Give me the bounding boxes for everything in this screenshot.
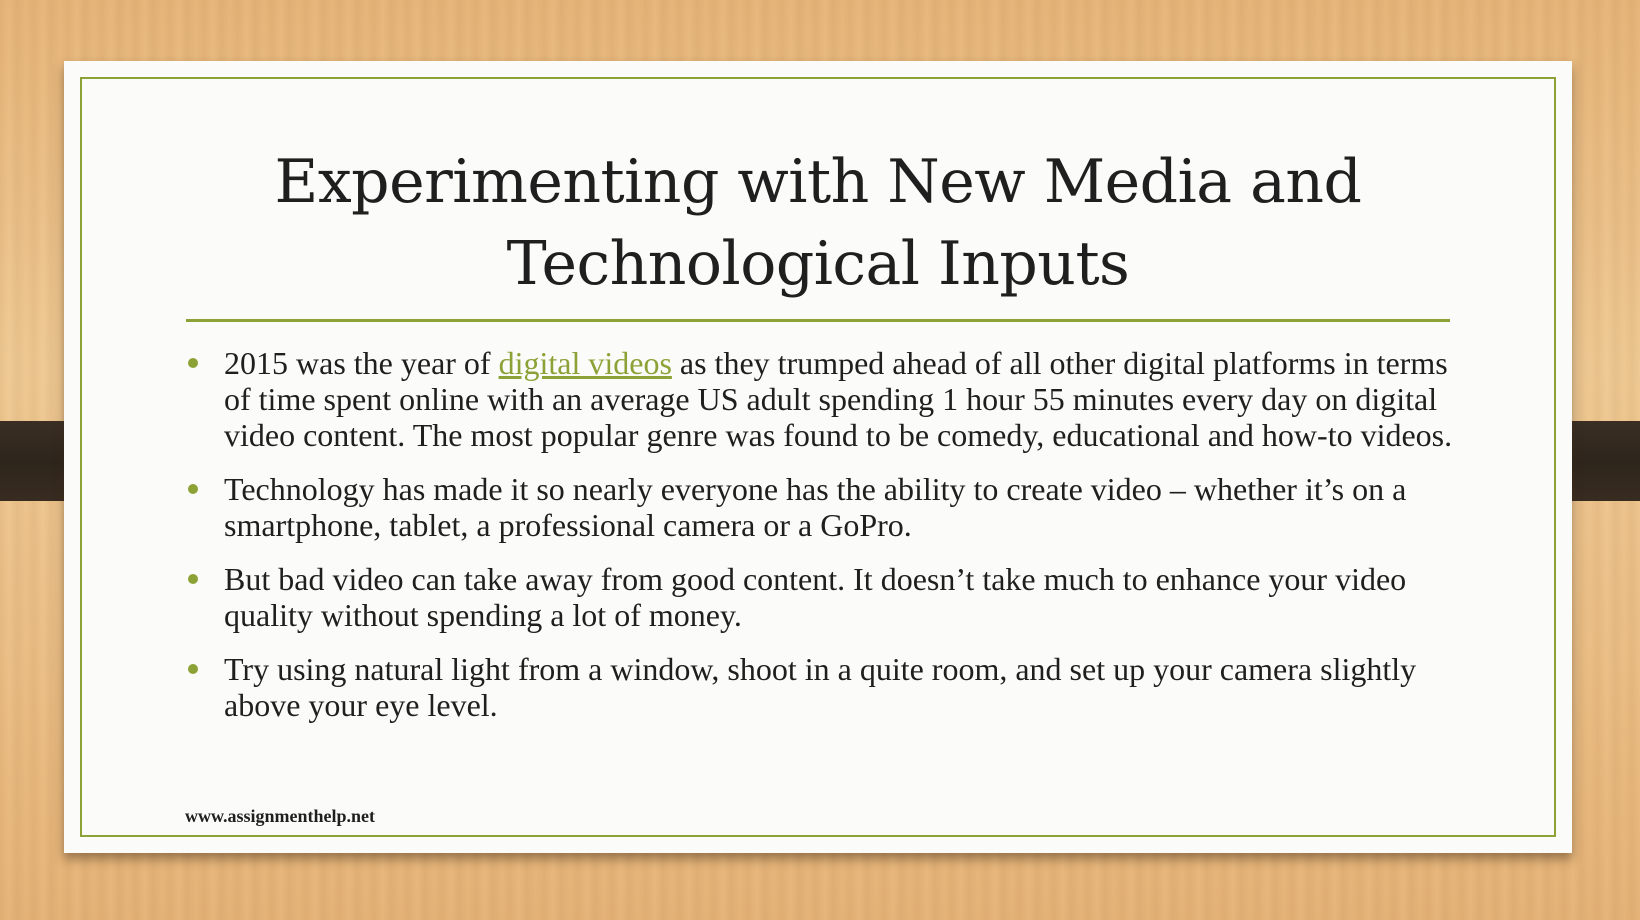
slide-card [64,61,1572,853]
bullet-item-1 [186,345,1456,453]
bullet-item-2 [186,471,1456,543]
bullet-2-text: Technology has made it so nearly everyone has the ability to create video – whether it’s on a smartphone, tablet, a professional camera or a GoPro. [224,471,1407,543]
footer-url: www.assignmenthelp.net [185,806,376,826]
bullet-item-4 [186,651,1456,723]
title-line-1: Experimenting with New Media and [274,147,1362,217]
title-divider [186,319,1450,322]
slide-title [184,141,1452,305]
bullet-4-text: Try using natural light from a window, shoot in a quite room, and set up your camera slightly above your eye level. [224,651,1417,723]
bullet-icon [188,484,198,494]
bullet-item-3 [186,561,1456,633]
bullet-1-text-pre: 2015 was the year of [224,345,499,381]
bullet-3-text: But bad video can take away from good content. It doesn’t take much to enhance your video quality without spending a lot of money. [224,561,1407,633]
title-line-2: Technological Inputs [506,229,1130,299]
bullet-list [186,345,1456,741]
bullet-icon [188,664,198,674]
digital-videos-link[interactable]: digital videos [498,345,672,381]
bullet-icon [188,358,198,368]
bullet-1-text-post: as they trumped ahead of all other digital platforms in terms of time spent online with an average US adult spending 1 hour 55 minutes every day on digital video content. The most popular genre was found to be comedy, educational and how-to videos. [224,345,1453,453]
bullet-icon [188,574,198,584]
